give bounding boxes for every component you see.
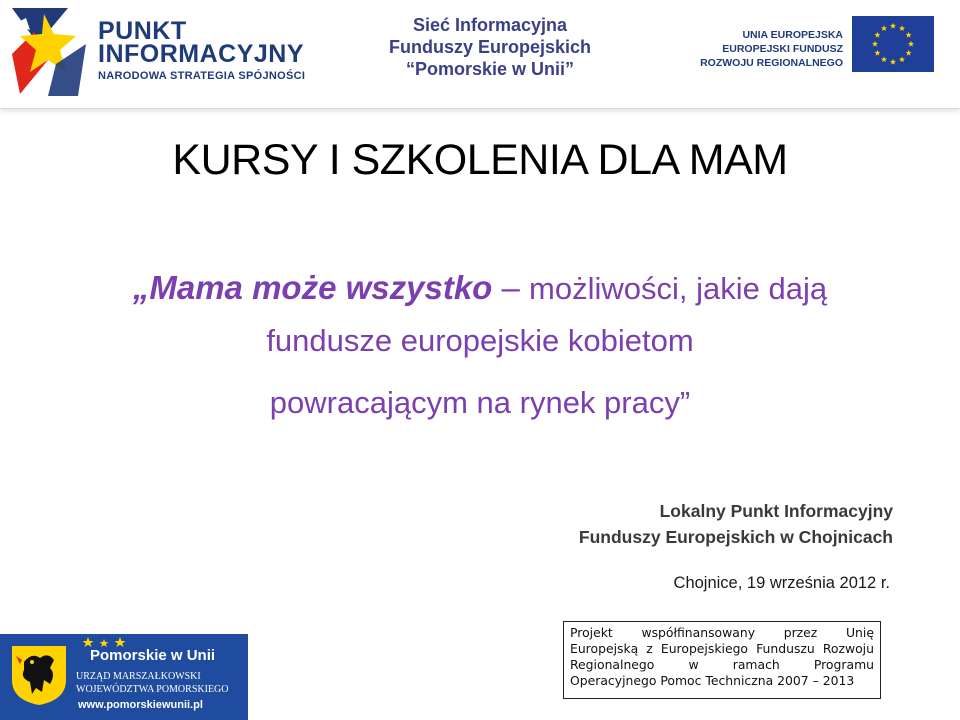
project-word: współfinansowany [641,625,756,640]
project-word: Regionalnego [570,657,655,672]
subtitle-line1 [60,262,900,315]
pomorskie-office [76,670,229,696]
project-row2 [570,641,874,657]
header-band [0,0,960,109]
project-word: Europejskiego [660,641,749,656]
organizer-line1: Lokalny Punkt Informacyjny [659,501,893,521]
siec-informacyjna-logo [360,14,620,80]
pomorskie-office-line1: URZĄD MARSZAŁKOWSKI [76,671,201,682]
punkt-title-line2: INFORMACYJNY [98,40,305,68]
eu-fund-label [668,28,843,70]
punkt-title-line1: PUNKT [98,17,187,45]
subtitle-line2: fundusze europejskie kobietom [266,323,694,358]
project-word: przez [783,625,818,640]
event-date: Chojnice, 19 września 2012 r. [673,574,890,592]
project-cofinancing-box [563,621,881,699]
project-word: Rozwoju [822,641,874,656]
siec-line3: “Pomorskie w Unii” [405,59,575,79]
subtitle-rest: możliwości, jakie dają [529,271,828,306]
subtitle-lead: „Mama może wszystko [132,269,493,306]
event-subtitle [60,262,900,429]
griffin-crest-icon [10,644,68,706]
siec-line1: Sieć Informacyjna [412,15,568,35]
punkt-subtitle: NARODOWA STRATEGIA SPÓJNOŚCI [98,70,306,82]
project-word: Projekt [570,625,613,640]
eu-flag-icon [852,16,934,72]
project-word: Funduszu [756,641,815,656]
eu-line2: EUROPEJSKI FUNDUSZ [722,43,843,55]
page-title: KURSY I SZKOLENIA DLA MAM [172,136,788,184]
project-word: z [646,641,653,656]
star-emblem-icon [8,4,90,100]
organizer-block [579,498,893,550]
project-word: Europejską [570,641,639,656]
project-row4: Operacyjnego Pomoc Techniczna 2007 – 2013 [570,673,855,688]
organizer-line2: Funduszy Europejskich w Chojnicach [578,527,893,547]
subtitle-line3: powracającym na rynek pracy” [269,385,691,420]
project-word: Programu [813,657,874,672]
subtitle-dash: – [492,269,530,306]
punkt-title [98,17,305,68]
eu-line1: UNIA EUROPEJSKA [742,29,843,41]
pomorskie-banner [0,634,248,720]
project-word: Unię [845,625,874,640]
project-word: ramach [732,657,780,672]
project-word: w [688,657,699,672]
project-row1 [570,625,874,641]
pomorskie-office-line2: WOJEWÓDZTWA POMORSKIEGO [76,684,229,695]
eu-line3: ROZWOJU REGIONALNEGO [700,57,843,69]
punkt-informacyjny-logo [8,4,328,100]
pomorskie-name: Pomorskie w Unii [90,647,216,664]
siec-line2: Funduszy Europejskich [388,37,592,57]
pomorskie-url: www.pomorskiewunii.pl [78,699,203,711]
project-row3 [570,657,874,673]
